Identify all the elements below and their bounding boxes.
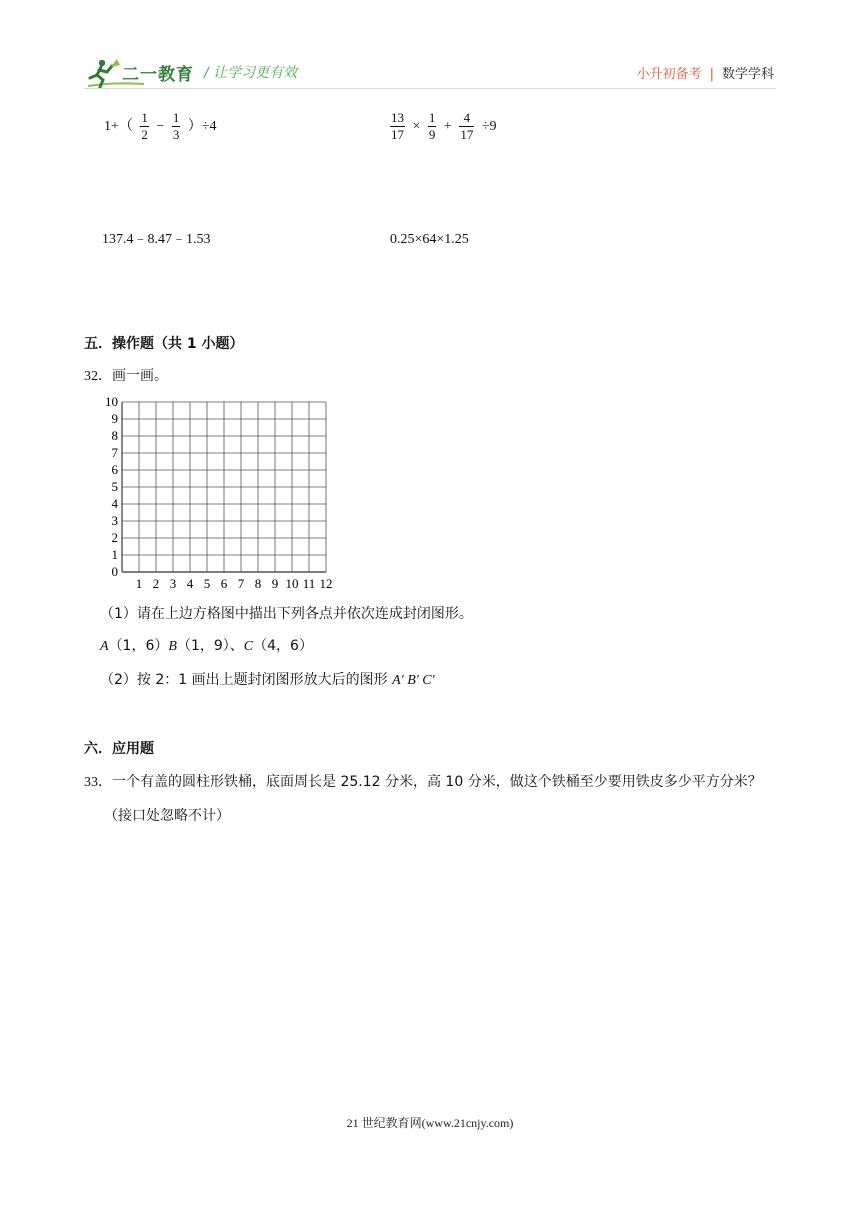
question-33-note: （接口处忽略不计） [104,808,230,824]
section-5-title: 五．操作题（共 1 小题） [84,336,244,352]
point-c-label: C [243,639,254,654]
header-right [637,63,774,82]
calc-expr-3: 137.4﹣8.47﹣1.53 [102,232,211,247]
fraction: $\frac{1}{9}$ [428,110,436,142]
y-tick-label: 6 [111,462,118,477]
x-tick-label: 6 [220,576,228,591]
header-separator: | [709,67,714,82]
y-tick-label: 9 [111,411,118,426]
x-tick-label: 11 [302,576,316,591]
x-tick-label: 3 [169,576,177,591]
x-tick-label: 8 [254,576,262,591]
fraction: $\frac{1}{3}$ [172,110,180,142]
y-tick-label: 8 [111,428,118,443]
y-tick-label: 3 [111,513,118,528]
point-a-label: A [100,639,109,654]
point-b-label: B [168,639,177,654]
coordinate-grid [100,396,350,592]
fraction: $\frac{13}{17}$ [391,110,404,142]
logo-text: 二一教育 [122,65,194,85]
x-tick-label: 5 [203,576,211,591]
fraction: $\frac{1}{2}$ [141,110,148,142]
y-tick-label: 2 [111,530,118,545]
section-6-title: 六．应用题 [84,741,154,757]
x-tick-label: 4 [186,576,194,591]
y-tick-label: 7 [111,445,118,460]
header-slogan: / 让学习更有效 [204,65,298,81]
x-tick-label: 7 [237,576,245,591]
x-tick-label: 2 [152,576,160,591]
page-header [0,0,860,96]
x-tick-label: 10 [285,576,299,591]
question-32-part-1: （1）请在上边方格图中描出下列各点并依次连成封闭图形。 [100,606,473,622]
exam-label: 小升初备考 [636,67,702,82]
y-tick-label: 5 [111,479,118,494]
header-divider [84,88,776,89]
x-tick-label: 1 [135,576,143,591]
page-footer: 21 世纪教育网(www.21cnjy.com) [346,1116,514,1130]
enlarged-labels: A′ B′ C′ [392,673,435,688]
subject-label: 数学学科 [721,67,774,82]
calc-expr-1: 1+（ $\frac{1}{2}$ − $\frac{1}{3}$ ）÷4 [104,110,217,142]
x-tick-label: 12 [319,576,333,591]
y-tick-label: 1 [111,547,118,562]
calc-expr-2: $\frac{13}{17}$ × $\frac{1}{9}$ + $\frac{4}{17}$ ÷9 [391,110,497,142]
question-32-points: A（1，6）B（1，9）、C（4，6） [100,638,313,654]
fraction: $\frac{4}{17}$ [460,110,474,142]
y-tick-label: 10 [105,396,118,409]
y-tick-label: 0 [111,564,118,579]
question-33-text: 33．一个有盖的圆柱形铁桶，底面周长是 25.12 分米，高 10 分米，做这个铁桶至少要用铁皮多少平方分米？ [84,774,762,790]
x-tick-label: 9 [271,576,279,591]
question-32-part-2: （2）按 2：1 画出上题封闭图形放大后的图形 A′ B′ C′ [100,672,435,688]
y-tick-label: 4 [111,496,118,511]
calc-expr-4: 0.25×64×1.25 [390,232,469,247]
question-32-prompt: 32．画一画。 [84,368,168,384]
